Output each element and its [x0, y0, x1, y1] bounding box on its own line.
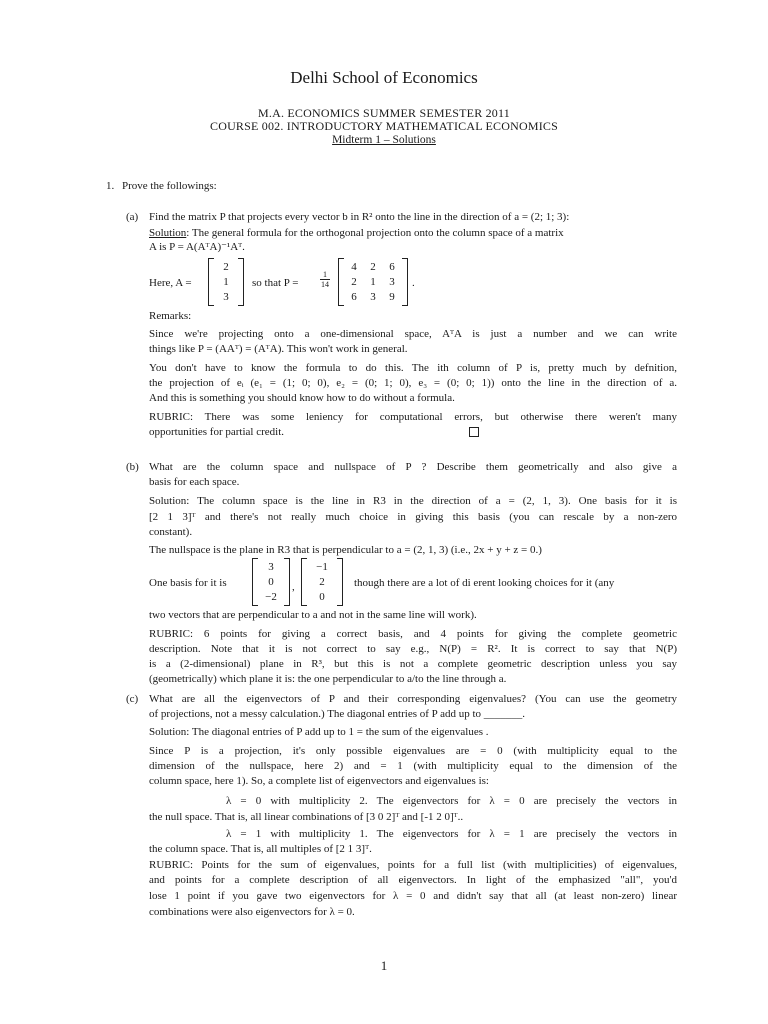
period: . [412, 277, 415, 289]
solution-label: Solution [149, 227, 187, 239]
vector-cell: 3 [268, 561, 274, 573]
page-number: 1 [380, 958, 388, 973]
matrix-cell: 1 [370, 276, 376, 288]
solution-line: Since P is a projection, it's only possible eigenvalues are = 0 (with multiplicity equal to the [149, 745, 677, 757]
eigen-line: the null space. That is, all linear combinations of [3 0 2]ᵀ and [-1 2 0]ᵀ.. [149, 811, 464, 823]
solution-line: dimension of the nullspace, here 2) and = 1 (with multiplicity equal to the dimension of the [149, 760, 677, 772]
so-that-label: so that P = [252, 277, 299, 289]
vector-cell: −2 [265, 591, 277, 603]
rubric-line: lose 1 point if you gave two eigenvectors for λ = 0 and didn't say that all (at least non-zero) linear [149, 890, 677, 902]
rubric-line: RUBRIC: There was some leniency for computational errors, but otherwise there weren't many [149, 411, 677, 423]
fraction-denominator: 14 [321, 280, 329, 289]
part-a-question: Find the matrix P that projects every vector b in R² onto the line in the direction of a = (2; 1; 3): [149, 211, 570, 223]
solution-line: Solution: The diagonal entries of P add up to 1 = the sum of the eigenvalues . [149, 726, 489, 738]
vector-cell: 2 [319, 576, 325, 588]
matrix-cell: 3 [223, 291, 229, 303]
basis-vector-1 [252, 558, 290, 606]
part-b-question: basis for each space. [149, 476, 240, 488]
rubric-line: combinations were also eigenvectors for λ = 0. [149, 906, 355, 918]
remark-line: You don't have to know the formula to do this. The ith column of P is, pretty much by defnition, [149, 362, 677, 374]
vector-cell: −1 [316, 561, 328, 573]
part-a-label: (a) [126, 211, 139, 223]
matrix-A [208, 258, 244, 306]
matrix-cell: 2 [351, 276, 357, 288]
rubric-line: RUBRIC: 6 points for giving a correct basis, and 4 points for giving the complete geometric [149, 628, 677, 640]
eigen-line: λ = 1 with multiplicity 1. The eigenvectors for λ = 1 are precisely the vectors in [226, 828, 677, 840]
solution-line: [2 1 3]ᵀ and there's not really much choice in giving this basis (you can rescale by a non-zero [149, 511, 677, 523]
question-number: 1. [106, 180, 115, 192]
solution-line: The nullspace is the plane in R3 that is perpendicular to a = (2, 1, 3) (i.e., 2x + y + z = 0.) [149, 544, 542, 556]
rubric-line: RUBRIC: Points for the sum of eigenvalues, points for a full list (with multiplicities) of eigenvalues, [149, 859, 677, 871]
remark-line: the projection of eᵢ (e₁ = (1; 0; 0), e₂ = (0; 1; 0), e₃ = (0; 0; 1)) onto the line in the direction of a. [149, 377, 677, 389]
eigen-line: the column space. That is, all multiples of [2 1 3]ᵀ. [149, 843, 372, 855]
matrix-cell: 3 [389, 276, 395, 288]
part-c-question: What are all the eigenvectors of P and their corresponding eigenvalues? (You can use the geometry [149, 693, 677, 705]
part-c-label: (c) [126, 693, 139, 705]
rubric-line: opportunities for partial credit. [149, 426, 285, 438]
remark-line: Since we're projecting onto a one-dimensional space, AᵀA is just a number and we can write [149, 328, 677, 340]
solution-line: column space, here 1). So, a complete list of eigenvectors and eigenvalues is: [149, 775, 489, 787]
question-intro: Prove the followings: [122, 180, 217, 192]
solution-line: Solution: The column space is the line in R3 in the direction of a = (2, 1, 3). One basis for it is [149, 495, 677, 507]
comma: , [292, 581, 295, 593]
vector-cell: 0 [268, 576, 274, 588]
solution-line: two vectors that are perpendicular to a and not in the same line will work). [149, 609, 477, 621]
part-a-solution [149, 226, 564, 240]
rubric-line: is a (2-dimensional) plane in R³, but this is not a complete geometric description unless you say [149, 658, 677, 670]
solution-line: constant). [149, 526, 193, 538]
solution-text: : The general formula for the orthogonal projection onto the column space of a matrix [186, 227, 564, 239]
document-title: Delhi School of Economics [290, 68, 478, 87]
part-c-question: of projections, not a messy calculation.) The diagonal entries of P add up to _______. [149, 708, 526, 720]
qed-box-icon [469, 427, 479, 437]
basis-vector-2 [301, 558, 343, 606]
matrix-cell: 4 [351, 261, 357, 273]
remark-line: And this is something you should know how to do without a formula. [149, 392, 455, 404]
remarks-heading: Remarks: [149, 310, 192, 322]
rubric-line: (geometrically) which plane it is: the one perpendicular to a/to the line through a. [149, 673, 507, 685]
matrix-cell: 2 [370, 261, 376, 273]
fraction-numerator: 1 [323, 270, 327, 279]
projection-formula: A is P = A(AᵀA)⁻¹Aᵀ. [149, 241, 245, 253]
rubric-line: description. Note that it is not correct to say e.g., N(P) = R². It is correct to say that N(P) [149, 643, 677, 655]
remark-line: things like P = (AAᵀ) = (AᵀA). This won't work in general. [149, 343, 408, 355]
part-b-question: What are the column space and nullspace of P ? Describe them geometrically and also give a [149, 461, 677, 473]
here-label: Here, A = [149, 277, 192, 289]
one-basis-label: One basis for it is [149, 577, 227, 589]
exam-title: Midterm 1 – Solutions [332, 134, 436, 146]
matrix-cell: 3 [370, 291, 376, 303]
part-b-label: (b) [126, 461, 139, 473]
rubric-line: and points for a complete description of all eigenvectors. In light of the emphasized "all", you'd [149, 874, 677, 886]
semester-line: M.A. ECONOMICS SUMMER SEMESTER 2011 [258, 106, 510, 120]
vector-cell: 0 [319, 591, 325, 603]
matrix-cell: 1 [223, 276, 229, 288]
matrix-cell: 9 [389, 291, 395, 303]
matrix-P [338, 258, 408, 306]
matrix-cell: 6 [389, 261, 395, 273]
matrix-cell: 6 [351, 291, 357, 303]
course-line: COURSE 002. INTRODUCTORY MATHEMATICAL ECONOMICS [210, 119, 558, 133]
solution-line: though there are a lot of di erent looking choices for it (any [354, 577, 615, 589]
fraction [320, 270, 330, 289]
matrix-cell: 2 [223, 261, 229, 273]
eigen-line: λ = 0 with multiplicity 2. The eigenvectors for λ = 0 are precisely the vectors in [226, 795, 677, 807]
